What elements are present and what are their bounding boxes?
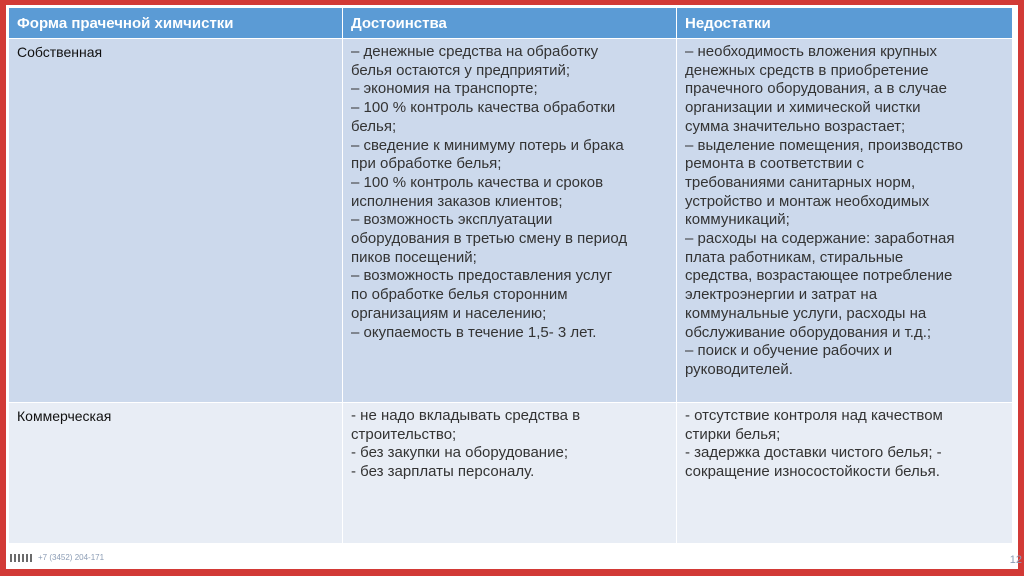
disadvantage-line: средства, возрастающее потребление [685, 267, 953, 285]
advantage-line: – окупаемость в течение 1,5- 3 лет. [351, 323, 597, 341]
disadvantage-line: – необходимость вложения крупных [685, 43, 938, 60]
advantage-line: белья; [351, 117, 397, 135]
disadvantage-line: обслуживание оборудования и т.д.; [685, 323, 932, 341]
advantage-line: при обработке белья; [351, 155, 502, 173]
cell-advantages-commercial [343, 403, 677, 544]
advantage-line: – денежные средства на обработку [351, 43, 599, 60]
advantage-line: – 100 % контроль качества обработки [351, 99, 616, 117]
header-disadvantages: Недостатки [677, 8, 1013, 39]
advantage-line: по обработке белья сторонним [351, 286, 568, 304]
disadvantage-line: – расходы на содержание: заработная [685, 230, 955, 248]
page-number: 12 [1009, 554, 1022, 566]
disadvantage-line: устройство и монтаж необходимых [685, 192, 930, 210]
advantage-line: – экономия на транспорте; [351, 80, 538, 98]
advantage-line: – возможность эксплуатации [351, 211, 553, 229]
advantage-line: – возможность предоставления услуг [351, 267, 613, 285]
advantage-line: – 100 % контроль качества и сроков [351, 173, 604, 191]
advantage-line: - без закупки на оборудование; [351, 444, 568, 462]
disadvantage-line: - задержка доставки чистого белья; - [685, 444, 942, 462]
cell-disadvantages-commercial [677, 403, 1013, 544]
advantage-line: оборудования в третью смену в период [351, 230, 628, 248]
cell-form-own: Собственная [9, 39, 343, 403]
disadvantage-line: сокращение износостойкости белья. [685, 463, 940, 481]
advantage-line: строительство; [351, 425, 457, 443]
advantage-line: организациям и населению; [351, 304, 547, 322]
barcode-icon [10, 554, 32, 562]
disadvantage-line: требованиями санитарных норм, [685, 173, 916, 191]
disadvantage-line: руководителей. [685, 360, 793, 378]
disadvantage-line: коммунальные услуги, расходы на [685, 304, 927, 322]
laundry-forms-table [8, 7, 1013, 544]
table-row-own [9, 39, 1013, 403]
header-form: Форма прачечной химчистки [9, 8, 343, 39]
advantage-line: белья остаются у предприятий; [351, 61, 571, 79]
disadvantage-line: электроэнергии и затрат на [685, 286, 878, 304]
advantage-line: - не надо вкладывать средства в [351, 407, 581, 424]
disadvantage-line: сумма значительно возрастает; [685, 117, 906, 135]
disadvantage-line: плата работникам, стиральные [685, 248, 904, 266]
disadvantage-line: коммуникаций; [685, 211, 790, 229]
cell-form-commercial: Коммерческая [9, 403, 343, 544]
footer-phone: +7 (3452) 204-171 [38, 553, 105, 562]
disadvantage-line: организации и химической чистки [685, 99, 921, 117]
disadvantage-line: – выделение помещения, производство [685, 136, 964, 154]
disadvantage-line: стирки белья; [685, 425, 781, 443]
advantage-line: исполнения заказов клиентов; [351, 192, 563, 210]
table-row-commercial [9, 403, 1013, 544]
disadvantage-line: ремонта в соответствии с [685, 155, 864, 173]
advantage-line: пиков посещений; [351, 248, 477, 266]
cell-advantages-own [343, 39, 677, 403]
cell-disadvantages-own [677, 39, 1013, 403]
disadvantage-line: прачечного оборудования, а в случае [685, 80, 947, 98]
disadvantage-line: - отсутствие контроля над качеством [685, 407, 943, 424]
table-header-row [9, 8, 1013, 39]
header-advantages: Достоинства [343, 8, 677, 39]
advantage-line: - без зарплаты персоналу. [351, 463, 535, 481]
disadvantage-line: денежных средств в приобретение [685, 61, 929, 79]
advantage-line: – сведение к минимуму потерь и брака [351, 136, 624, 154]
disadvantage-line: – поиск и обучение рабочих и [685, 342, 893, 360]
slide-footer [10, 553, 104, 562]
